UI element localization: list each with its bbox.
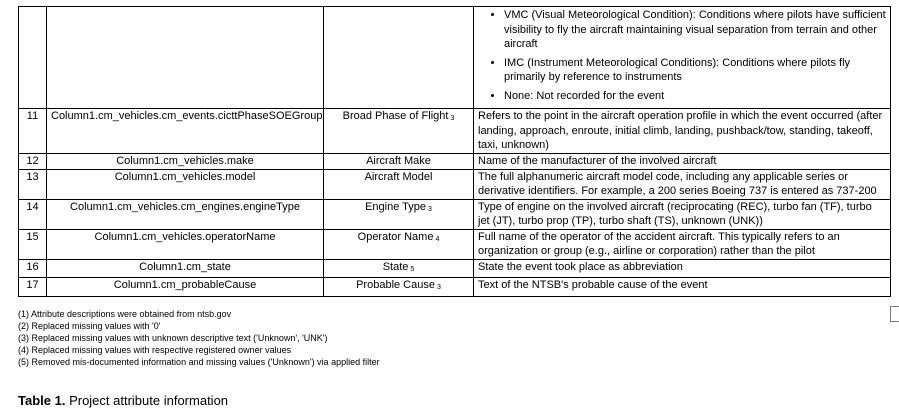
footnote-ref: 4 [435, 235, 440, 243]
bullet-item-none: • None: Not recorded for the event [504, 89, 886, 104]
attribute-name [324, 278, 474, 297]
attribute-label: Broad Phase of Flight [342, 110, 449, 122]
table-row [19, 278, 891, 297]
row-number: 15 [19, 229, 47, 259]
footnotes [18, 308, 380, 368]
row-number: 16 [19, 259, 47, 278]
table-row [19, 229, 891, 259]
attribute-label: Aircraft Make [366, 155, 431, 167]
footnote-3: (3) Replaced missing values with unknown descriptive text ('Unknown', 'UNK') [18, 333, 328, 343]
footnote-4: (4) Replaced missing values with respective registered owner values [18, 345, 292, 355]
attribute-name [324, 259, 474, 278]
attribute-cell [324, 7, 474, 109]
footnote-2: (2) Replaced missing values with '0' [18, 321, 161, 331]
footnote-ref: 5 [410, 265, 415, 273]
footnote-1: (1) Attribute descriptions were obtained from ntsb.gov [18, 309, 232, 319]
footnote-ref: 3 [428, 205, 432, 213]
condition-bullet-list [478, 8, 886, 103]
column-name: Column1.cm_state [47, 259, 324, 278]
footnote-ref: 3 [436, 284, 441, 291]
bullet-item-vmc: • VMC (Visual Meteorological Condition): Conditions where pilots have sufficient visibility to fly the aircraft maintaining visual separation from terrain and other aircraft [504, 8, 886, 52]
attribute-table [18, 6, 891, 297]
column-name: Column1.cm_vehicles.model [47, 169, 324, 199]
column-name: Column1.cm_vehicles.operatorName [47, 229, 324, 259]
table-row [19, 109, 891, 154]
column-name: Column1.cm_vehicles.make [47, 154, 324, 170]
attribute-description: Type of engine on the involved aircraft (reciprocating (REC), turbo fan (TF), turbo jet (JT), turbo prop (TP), turbo shaft (TS), unknown (UNK)) [474, 199, 891, 229]
table-row [19, 259, 891, 278]
attribute-description: The full alphanumeric aircraft model code, including any applicable series or derivative identifiers. For example, a 200 series Boeing 737 is entered as 737-200 [474, 169, 891, 199]
attribute-label: Engine Type [365, 200, 427, 213]
attribute-description: State the event took place as abbreviation [474, 259, 891, 278]
caption-label: Table 1. [18, 393, 66, 408]
table-body [19, 7, 891, 297]
attribute-description: Text of the NTSB's probable cause of the event [474, 278, 891, 297]
attribute-label: State [382, 260, 409, 273]
row-number: 12 [19, 154, 47, 170]
column-name: Column1.cm_vehicles.cm_engines.engineType [47, 199, 324, 229]
row-number: 11 [19, 109, 47, 154]
bullet-item-imc: • IMC (Instrument Meteorological Conditions): Conditions where pilots fly primarily by reference to instruments [504, 56, 886, 85]
attribute-name [324, 109, 474, 154]
column-name: Column1.cm_vehicles.cm_events.cicttPhaseSOEGroup [47, 109, 324, 154]
attribute-name [324, 199, 474, 229]
row-number: 13 [19, 169, 47, 199]
footnote-ref: 3 [450, 115, 455, 122]
column-cell [47, 7, 324, 109]
table-row [19, 154, 891, 170]
num-cell [19, 7, 47, 109]
attribute-description: Refers to the point in the aircraft operation profile in which the event occurred (after landing, approach, enroute, initial climb, landing, pushback/tow, standing, takeoff, taxi, unknown) [474, 109, 891, 154]
row-number: 14 [19, 199, 47, 229]
table-row [19, 199, 891, 229]
table-row-continued [19, 7, 891, 109]
attribute-label: Aircraft Model [364, 170, 433, 183]
description-cell [474, 7, 891, 109]
attribute-name [324, 229, 474, 259]
margin-bracket [890, 306, 899, 322]
row-number: 17 [19, 278, 47, 297]
attribute-description: Name of the manufacturer of the involved aircraft [474, 154, 891, 170]
attribute-description: Full name of the operator of the accident aircraft. This typically refers to an organization or group (e.g., airline or corporation) rather than the pilot [474, 229, 891, 259]
column-name: Column1.cm_probableCause [47, 278, 324, 297]
attribute-name [324, 169, 474, 199]
footnote-5: (5) Removed mis-documented information and missing values ('Unknown') via applied filter [18, 357, 380, 367]
table-caption [18, 393, 228, 408]
attribute-label: Probable Cause [356, 279, 435, 291]
caption-text: Project attribute information [65, 393, 229, 408]
attribute-label: Operator Name [357, 230, 434, 243]
attribute-name [324, 154, 474, 170]
table-row [19, 169, 891, 199]
